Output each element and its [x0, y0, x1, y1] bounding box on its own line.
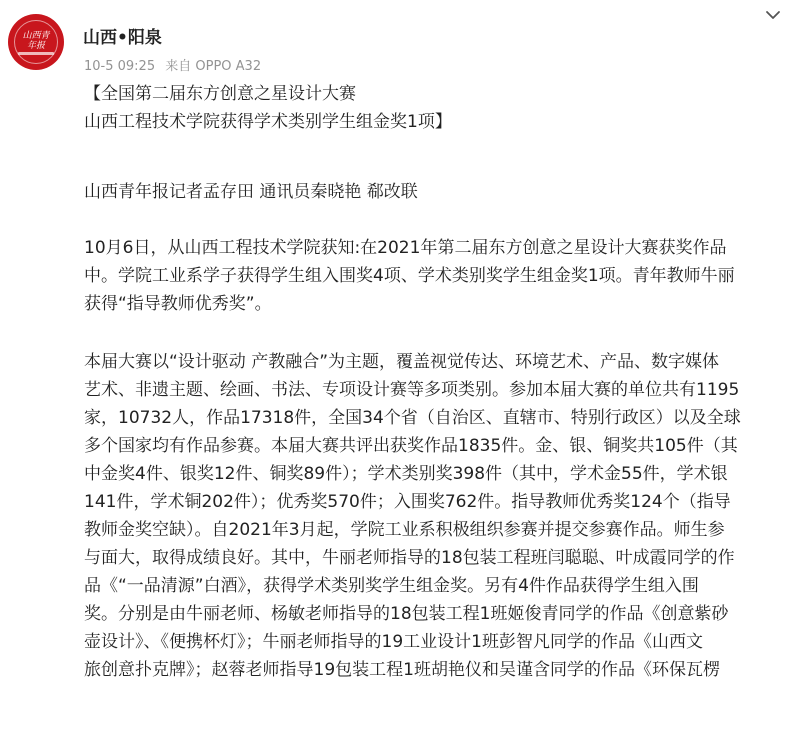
post-content [84, 80, 784, 684]
avatar[interactable] [8, 14, 64, 70]
paragraph-2 [84, 348, 784, 684]
post-source: 来自 OPPO A32 [165, 59, 262, 74]
headline-line-2: 山西工程技术学院获得学术类别学生组金奖1项】 [84, 112, 452, 132]
avatar-logo-underline [18, 52, 54, 55]
post-time: 10-5 09:25 [84, 59, 156, 74]
paragraph-line: 本届大赛以“设计驱动 产教融合”为主题，覆盖视觉传达、环境艺术、产品、数字媒体 [84, 352, 720, 372]
avatar-logo-text: 山西青年报 [22, 31, 50, 51]
paragraph-line: 家，10732人，作品17318件，全国34个省（自治区、直辖市、特别行政区）以及全球 [84, 408, 741, 428]
paragraph-line: 艺术、非遗主题、绘画、书法、专项设计赛等多项类别。参加本届大赛的单位共有1195 [84, 380, 740, 400]
paragraph-line: 多个国家均有作品参赛。本届大赛共评出获奖作品1835件。金、银、铜奖共105件（其 [84, 436, 738, 456]
paragraph-line: 10月6日，从山西工程技术学院获知:在2021年第二届东方创意之星设计大赛获奖作品 [84, 238, 727, 258]
byline: 山西青年报记者孟存田 通讯员秦晓艳 郗改联 [84, 182, 418, 202]
paragraph-line: 中。学院工业系学子获得学生组入围奖4项、学术类别奖学生组金奖1项。青年教师牛丽 [84, 266, 735, 286]
paragraph-line: 与面大，取得成绩良好。其中，牛丽老师指导的18包装工程班闫聪聪、叶成霞同学的作 [84, 548, 735, 568]
post-author[interactable]: 山西•阳泉 [83, 28, 162, 48]
headline-line-1: 【全国第二届东方创意之星设计大赛 [84, 84, 356, 104]
paragraph-line: 141件，学术铜202件）；优秀奖570件；入围奖762件。指导教师优秀奖124个（指导 [84, 492, 731, 512]
paragraph-line: 品《“一品清源”白酒》，获得学术类别奖学生组金奖。另有4件作品获得学生组入围 [84, 576, 699, 596]
chevron-down-icon[interactable] [764, 8, 782, 22]
post-meta [84, 55, 267, 74]
paragraph-line: 教师金奖空缺）。自2021年3月起，学院工业系积极组织参赛并提交参赛作品。师生参 [84, 520, 725, 540]
paragraph-line: 中金奖4件、银奖12件、铜奖89件）；学术类别奖398件（其中，学术金55件，学术银 [84, 464, 728, 484]
paragraph-1 [84, 234, 784, 318]
paragraph-line: 获得“指导教师优秀奖”。 [84, 294, 272, 314]
paragraph-line: 旅创意扑克牌》；赵蓉老师指导19包装工程1班胡艳仪和吴谨含同学的作品《环保瓦楞 [84, 660, 720, 680]
paragraph-line: 壶设计》、《便携杯灯》；牛丽老师指导的19工业设计1班彭智凡同学的作品《山西文 [84, 632, 703, 652]
paragraph-line: 奖。分别是由牛丽老师、杨敏老师指导的18包装工程1班姬俊青同学的作品《创意紫砂 [84, 604, 729, 624]
